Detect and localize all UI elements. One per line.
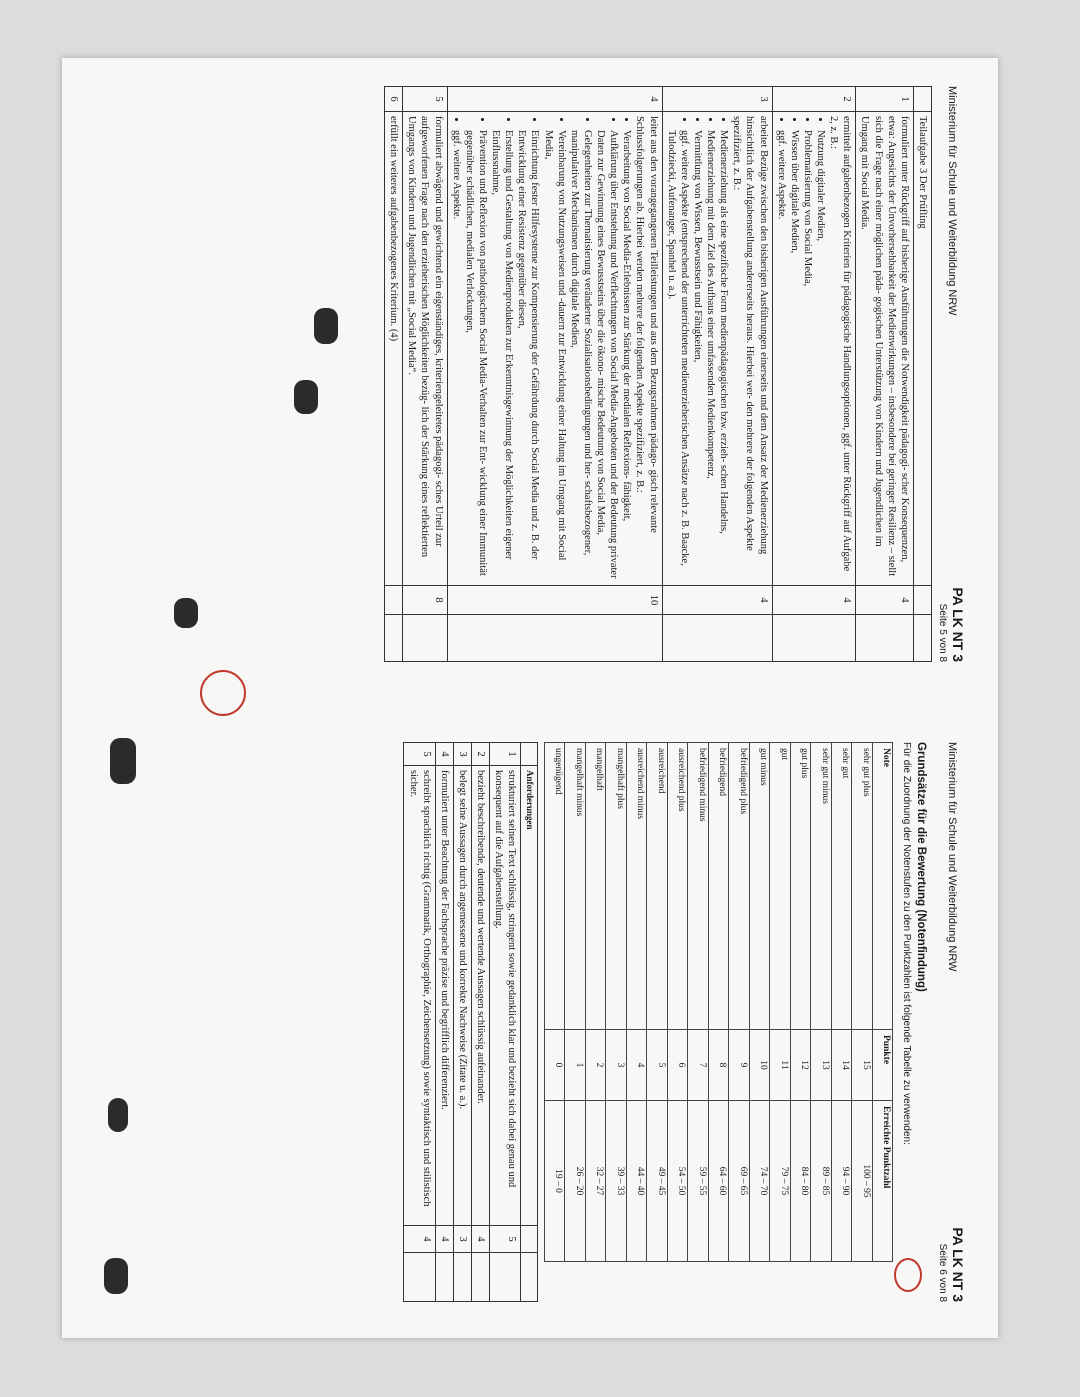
- ministry-name: Ministerium für Schule und Weiterbildung NRW: [946, 742, 958, 972]
- grade-range: 64 – 60: [708, 1101, 729, 1262]
- requirement-points: 5: [490, 1226, 521, 1253]
- grade-points: 11: [770, 1030, 791, 1101]
- rotated-spread: [62, 58, 998, 1338]
- grade-points: 4: [626, 1030, 647, 1101]
- grade-range: 49 – 45: [647, 1101, 668, 1262]
- requirements-header: Anforderungen: [521, 743, 537, 1302]
- exam-code-block: [936, 587, 966, 662]
- grade-range: 100 – 95: [852, 1101, 873, 1262]
- grade-table: [544, 742, 894, 1262]
- requirement-blank: [435, 1253, 453, 1302]
- requirement-num: 2: [472, 743, 490, 766]
- scanned-sheet: [62, 58, 998, 1338]
- table-title-row: [913, 87, 931, 662]
- requirement-blank: [404, 1253, 435, 1302]
- grade-row: [565, 743, 586, 1262]
- grade-label: mangelhaft plus: [606, 743, 627, 1030]
- requirement-row: [490, 743, 521, 1302]
- requirements-body: [404, 743, 521, 1302]
- table-row: 2 ermittelt aufgabenbezogen Kriterien für pädagogische Handlungsoptionen, ggf. unter Rückgriff auf Aufgabe 2, z. B.: • Nutzung digitaler Medien, • Problematisierung von Social Media, • Wissen über digitale Medien, • ggf. weitere Aspekte. 4: [772, 87, 856, 662]
- grade-label: befriedigend minus: [688, 743, 709, 1030]
- grade-row: [811, 743, 832, 1262]
- grade-row: [606, 743, 627, 1262]
- grade-points: 13: [811, 1030, 832, 1101]
- grade-row: [667, 743, 688, 1262]
- bullet-list: • Medienerziehung als eine spezifische Form medienpädagogischen bzw. erzieh- schen Handelns, • Medienerziehung mit dem Ziel des Aufbaus einer umfassenden Medienkompetenz, • Vermittlung von Wissen, Bewusstsein und Fähigkeiten, • ggf. weitere Aspekte (entsprechend der unterrichteten medienerzieherischen Ansätze nach z. B. Baacke, Tulodziecki, Aufenanger, Spanhel u. a.).: [665, 116, 731, 581]
- grade-range: 59 – 55: [688, 1101, 709, 1262]
- page-number: Seite 5 von 8: [937, 603, 949, 662]
- grade-row: [544, 743, 565, 1262]
- grading-intro: Für die Zuordnung der Notenstufen zu den Punktzahlen ist folgende Tabelle zu verwenden:: [900, 742, 912, 1145]
- grade-label: gut plus: [790, 743, 811, 1030]
- grade-range: 54 – 50: [667, 1101, 688, 1262]
- grade-row: [749, 743, 770, 1262]
- requirement-blank: [490, 1253, 521, 1302]
- grade-row: [708, 743, 729, 1262]
- requirement-num: 5: [404, 743, 435, 766]
- requirement-points: 4: [472, 1226, 490, 1253]
- requirement-row: [453, 743, 471, 1302]
- redaction-mark: [174, 598, 198, 628]
- page-number: Seite 6 von 8: [937, 1243, 949, 1302]
- requirement-points: 3: [453, 1226, 471, 1253]
- table-row: 1 formuliert unter Rückgriff auf bisherige Ausführungen die Notwendigkeit pädagogi- scher Konsequenzen, etwa: Angesichts der Unvorhersehbarkeit der Medienwirkungen – insbesondere bei geringer Resilienz – stellt sich die Frage nach einer möglichen päda- gogischen Unterstützung von Kindern und Jugendlichen im Umgang mit Social Media. 4: [856, 87, 914, 662]
- requirement-num: 1: [490, 743, 521, 766]
- grade-row: [626, 743, 647, 1262]
- grade-points: 2: [585, 1030, 606, 1101]
- redaction-mark: [314, 308, 338, 344]
- requirement-num: 4: [435, 743, 453, 766]
- grade-range: 89 – 85: [811, 1101, 832, 1262]
- requirement-text: belegt seine Aussagen durch angemessene und korrekte Nachweise (Zitate u. a.).: [453, 766, 471, 1226]
- grade-range: 74 – 70: [749, 1101, 770, 1262]
- requirement-text: schreibt sprachlich richtig (Grammatik, Orthographie, Zeichensetzung) sowie syntaktisch und stilistisch sicher.: [404, 766, 435, 1226]
- requirement-points: 4: [435, 1226, 453, 1253]
- bullet-list: • Nutzung digitaler Medien, • Problematisierung von Social Media, • Wissen über digitale Medien, • ggf. weitere Aspekte.: [775, 116, 828, 581]
- page-5-header: [932, 86, 976, 662]
- section-title: Teilaufgabe 3 Der Prüfling: [913, 112, 931, 586]
- requirement-text: strukturiert seinen Text schlüssig, stringent sowie gedanklich klar und bezieht sich dabei genau und konsequent auf die Aufgabenstellung.: [490, 766, 521, 1226]
- grade-points: 0: [544, 1030, 565, 1101]
- bullet-list: • Verarbeitung von Social Media-Erlebnissen zur Stärkung der medialen Reflexions- fähigkeit, • Aufklärung über Entstehung und Verflechtungen von Social Media-Angeboten und der Bedeutung privater Daten zur Gewinnung eines Bewusstseins über die ökono- mische Bedeutung von Social Media, • Gelegenheiten zur Thematisierung veränderter Sozialisationsbedingungen und her- schaftsbezogener, manipulativer Mechanismen durch digitale Medien, • Vereinbarung von Nutzungsweisen und -dauern zur Entwicklung einer Haltung im Umgang mit Social Media, • Einrichtung fester Hilfesysteme zur Kompensierung der Gefährdung durch Social Media und z. B. der Entwicklung einer Resistenz gegenüber diesen, • Erstellung und Gestaltung von Medienprodukten zur Erkenntnisgewinnung der Möglichkeiten eigener Einflussnahme, • Prävention und Reflexion von pathologischem Social Media-Verhalten zur Ent- wicklung einer Immunität gegenüber schädlichen, medialen Verlockungen, • ggf. weitere Aspekte.: [450, 116, 634, 581]
- requirements-table: [404, 742, 538, 1302]
- table-row: 3 arbeitet Bezüge zwischen den bisherigen Ausführungen einerseits und dem Ansatz der Medienerziehung hinsichtlich der Aufgabenstellung andererseits heraus. Hierbei wer- den mehrere der folgenden Aspekte spezifiziert, z. B.: • Medienerziehung als eine spezifische Form medienpädagogischen bzw. erzieh- schen Handelns, • Medienerziehung mit dem Ziel des Aufbaus einer umfassenden Medienkompetenz, • Vermittlung von Wissen, Bewusstsein und Fähigkeiten, • ggf. weitere Aspekte (entsprechend der unterrichteten medienerzieherischen Ansätze nach z. B. Baacke, Tulodziecki, Aufenanger, Spanhel u. a.). 4: [662, 87, 772, 662]
- page-6: [62, 698, 998, 1338]
- requirement-text: bezieht beschreibende, deutende und wertende Aussagen schlüssig aufeinander.: [472, 766, 490, 1226]
- grade-row: [852, 743, 873, 1262]
- exam-code-block: [936, 1227, 966, 1302]
- grade-row: [790, 743, 811, 1262]
- redaction-mark: [294, 380, 318, 414]
- grade-label: befriedigend: [708, 743, 729, 1030]
- grade-label: sehr gut plus: [852, 743, 873, 1030]
- grade-label: gut: [770, 743, 791, 1030]
- redaction-mark: [108, 1098, 128, 1132]
- grade-range: 94 – 90: [831, 1101, 852, 1262]
- grade-points: 12: [790, 1030, 811, 1101]
- grading-heading: Grundsätze für die Bewertung (Notenfindung): [915, 742, 927, 992]
- grade-range: 79 – 75: [770, 1101, 791, 1262]
- pen-circle-mark: [200, 670, 246, 716]
- page-6-header: [932, 742, 976, 1302]
- grade-table-header: Note Punkte Erreichte Punktzahl: [872, 743, 893, 1262]
- grade-label: sehr gut minus: [811, 743, 832, 1030]
- grade-points: 1: [565, 1030, 586, 1101]
- requirement-blank: [472, 1253, 490, 1302]
- requirement-text: formuliert unter Beachtung der Fachsprache präzise und begrifflich differenziert.: [435, 766, 453, 1226]
- grade-label: mangelhaft: [585, 743, 606, 1030]
- requirement-num: 3: [453, 743, 471, 766]
- grade-range: 44 – 40: [626, 1101, 647, 1262]
- grade-range: 26 – 20: [565, 1101, 586, 1262]
- grade-points: 5: [647, 1030, 668, 1101]
- grade-table-body: [544, 743, 872, 1262]
- criteria-table: [384, 86, 932, 662]
- grade-label: gut minus: [749, 743, 770, 1030]
- redaction-mark: [104, 1258, 128, 1294]
- ministry-name: Ministerium für Schule und Weiterbildung NRW: [946, 86, 958, 316]
- grade-label: ausreichend minus: [626, 743, 647, 1030]
- grade-range: 69 – 65: [729, 1101, 750, 1262]
- grade-points: 8: [708, 1030, 729, 1101]
- grade-range: 84 – 80: [790, 1101, 811, 1262]
- grade-points: 15: [852, 1030, 873, 1101]
- grade-points: 6: [667, 1030, 688, 1101]
- requirement-row: [472, 743, 490, 1302]
- grade-range: 19 – 0: [544, 1101, 565, 1262]
- table-row: 4 leitet aus den vorangegangenen Teilleistungen und aus dem Bezugsrahmen pädago- gisch relevante Schlussfolgerungen ab. Hierbei werden mehrere der folgenden Aspekte spezifiziert, z. B.: • Verarbeitung von Social Media-Erlebnissen zur Stärkung der medialen Reflexions- fähigkeit, • Aufklärung über Entstehung und Verflechtungen von Social Media-Angeboten und der Bedeutung privater Daten zur Gewinnung eines Bewusstseins über die ökono- mische Bedeutung von Social Media, • Gelegenheiten zur Thematisierung veränderter Sozialisationsbedingungen und her- schaftsbezogener, manipulativer Mechanismen durch digitale Medien, • Vereinbarung von Nutzungsweisen und -dauern zur Entwicklung einer Haltung im Umgang mit Social Media, • Einrichtung fester Hilfesysteme zur Kompensierung der Gefährdung durch Social Media und z. B. der Entwicklung einer Resistenz gegenüber diesen, • Erstellung und Gestaltung von Medienprodukten zur Erkenntnisgewinnung der Möglichkeiten eigener Einflussnahme, • Prävention und Reflexion von pathologischem Social Media-Verhalten zur Ent- wicklung einer Immunität gegenüber schädlichen, medialen Verlockungen, • ggf. weitere Aspekte. 10: [447, 87, 662, 662]
- exam-code: PA LK NT 3: [950, 587, 966, 662]
- pen-circle-mark: [894, 1258, 922, 1292]
- grade-label: befriedigend plus: [729, 743, 750, 1030]
- grade-points: 7: [688, 1030, 709, 1101]
- grade-label: sehr gut: [831, 743, 852, 1030]
- grade-row: [688, 743, 709, 1262]
- requirement-row: [404, 743, 435, 1302]
- grade-points: 9: [729, 1030, 750, 1101]
- grade-label: ungenügend: [544, 743, 565, 1030]
- grade-points: 10: [749, 1030, 770, 1101]
- page-5: [62, 58, 998, 698]
- grade-row: [770, 743, 791, 1262]
- grade-points: 14: [831, 1030, 852, 1101]
- grade-label: ausreichend: [647, 743, 668, 1030]
- requirement-points: 4: [404, 1226, 435, 1253]
- grade-points: 3: [606, 1030, 627, 1101]
- table-row: 5 formuliert abwägend und gewichtend ein eigenständiges, kriteriengeleitetes pädagogi- sches Urteil zur aufgeworfenen Frage nach den erzieherischen Möglichkeiten bezüg- lich der Stärkung eines reflektierten Umgangs von Kindern und Jugendlichen mit „Social Media“. 8: [403, 87, 447, 662]
- exam-code: PA LK NT 3: [950, 1227, 966, 1302]
- grade-row: [831, 743, 852, 1262]
- grade-label: mangelhaft minus: [565, 743, 586, 1030]
- requirement-row: [435, 743, 453, 1302]
- grade-row: [585, 743, 606, 1262]
- grade-row: [729, 743, 750, 1262]
- table-row: 6 erfüllt ein weiteres aufgabenbezogenes Kriterium. (4): [385, 87, 403, 662]
- grade-range: 32 – 27: [585, 1101, 606, 1262]
- grade-range: 39 – 33: [606, 1101, 627, 1262]
- grade-label: ausreichend plus: [667, 743, 688, 1030]
- grade-row: [647, 743, 668, 1262]
- requirement-blank: [453, 1253, 471, 1302]
- redaction-mark: [110, 738, 136, 784]
